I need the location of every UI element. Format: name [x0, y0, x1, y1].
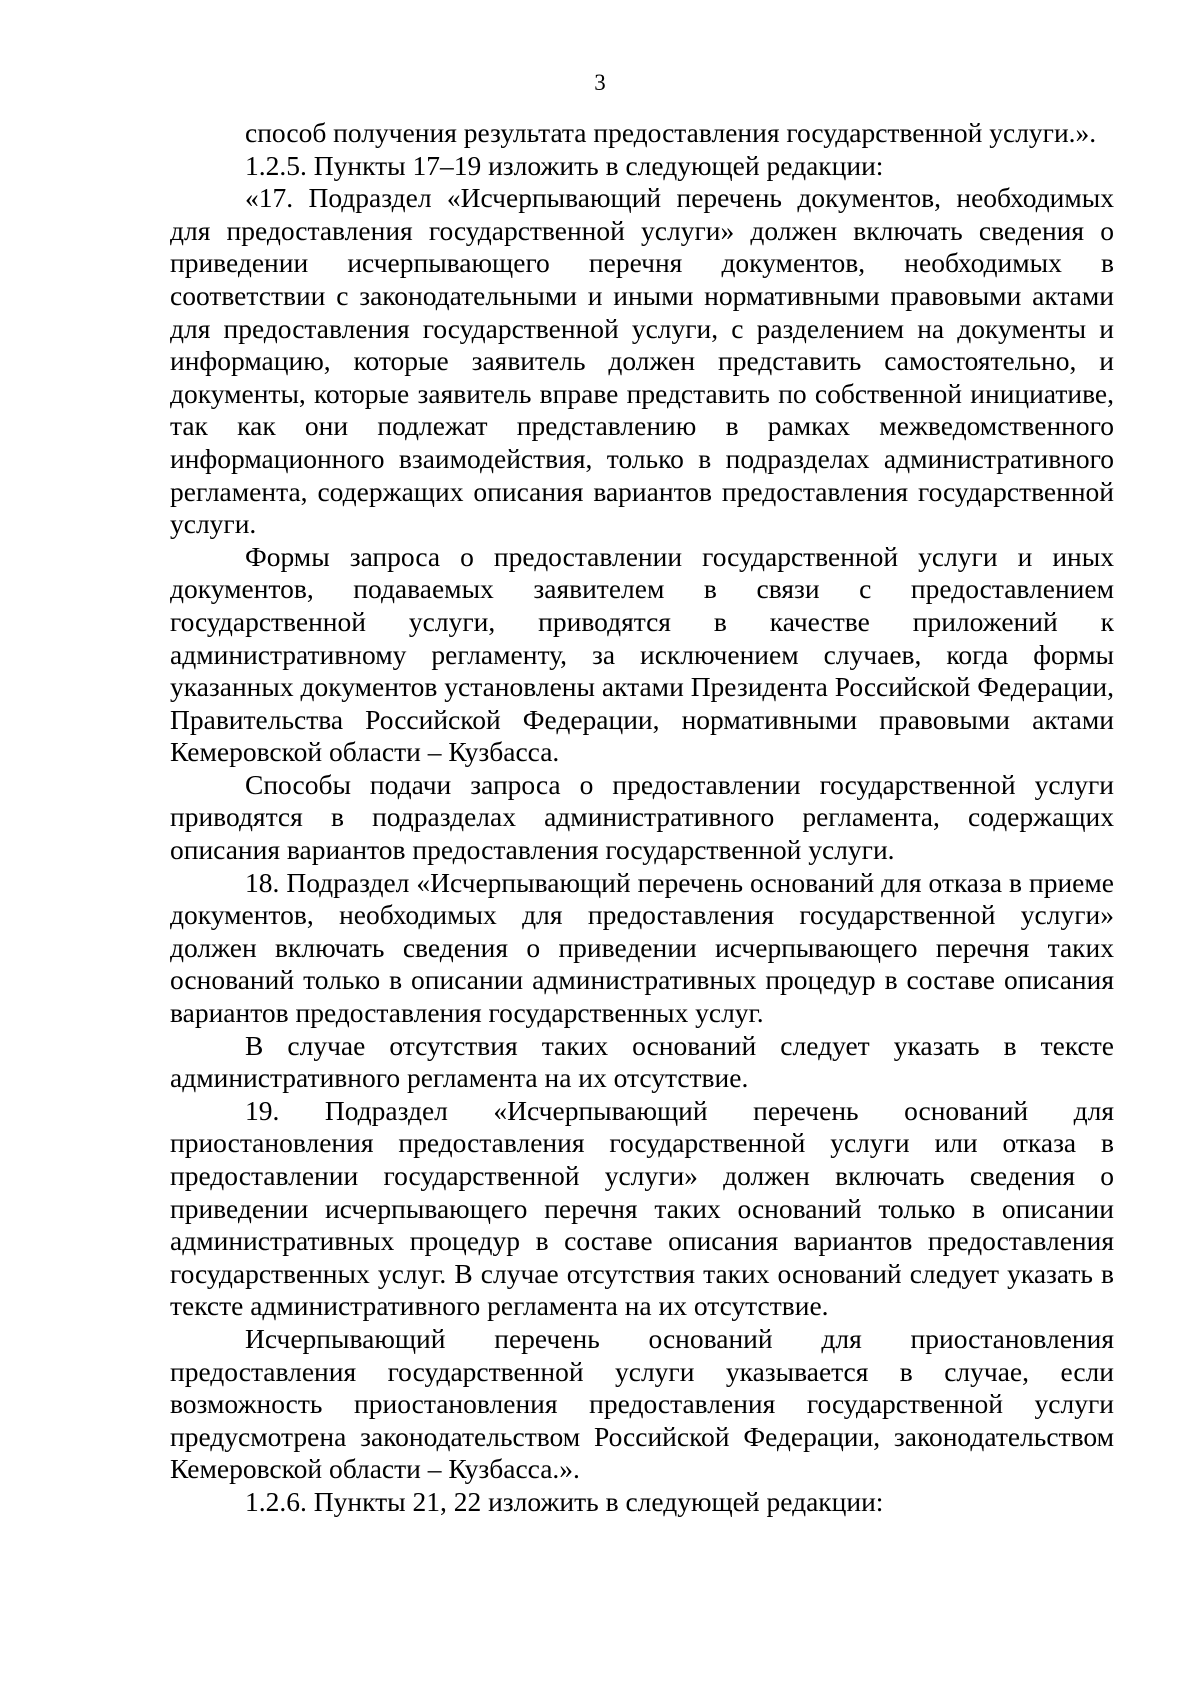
document-body — [170, 117, 1114, 1519]
paragraph-service-result-method: способ получения результата предоставления государственной услуги.». — [245, 117, 1097, 148]
paragraph-1-2-6-heading: 1.2.6. Пункты 21, 22 изложить в следующей редакции: — [245, 1485, 884, 1517]
paragraph-suspension-grounds: Исчерпывающий перечень оснований для приостановления предоставления государственной услуги указывается в случае, если возможность приостановления предоставления государственной услуги предусмотрена законодательством Российской Федерации, законодательством Кемеровской области – Кузбасса.». — [170, 1322, 1114, 1485]
paragraph-item-18: 18. Подраздел «Исчерпывающий перечень оснований для отказа в приеме документов, необходимых для предоставления государственной услуги» должен включать сведения о приведении исчерпывающего перечня таких оснований только в описании административных процедур в составе описания вариантов предоставления государственных услуг. — [170, 866, 1114, 1029]
paragraph-item-19: 19. Подраздел «Исчерпывающий перечень оснований для приостановления предоставления государственной услуги или отказа в предоставлении государственной услуги» должен включать сведения о приведении исчерпывающего перечня таких оснований только в описании административных процедур в составе описания вариантов предоставления государственных услуг. В случае отсутствия таких оснований следует указать в тексте административного регламента на их отсутствие. — [170, 1094, 1114, 1322]
paragraph-no-grounds-note: В случае отсутствия таких оснований следует указать в тексте административного регламента на их отсутствие. — [170, 1029, 1114, 1094]
paragraph-request-forms: Формы запроса о предоставлении государственной услуги и иных документов, подаваемых заявителем в связи с предоставлением государственной услуги, приводятся в качестве приложений к административному регламенту, за исключением случаев, когда формы указанных документов установлены актами Президента Российской Федерации, Правительства Российской Федерации, нормативными правовыми актами Кемеровской области – Кузбасса. — [170, 540, 1114, 768]
paragraph-1-2-5-heading: 1.2.5. Пункты 17–19 изложить в следующей редакции: — [245, 149, 884, 181]
paragraph-item-17: «17. Подраздел «Исчерпывающий перечень документов, необходимых для предоставления государственной услуги» должен включать сведения о приведении исчерпывающего перечня документов, необходимых в соответствии с законодательными и иными нормативными правовыми актами для предоставления государственной услуги, с разделением на документы и информацию, которые заявитель должен представить самостоятельно, и документы, которые заявитель вправе представить по собственной инициативе, так как они подлежат представлению в рамках межведомственного информационного взаимодействия, только в подразделах административного регламента, содержащих описания вариантов предоставления государственной услуги. — [170, 182, 1114, 540]
paragraph-request-methods: Способы подачи запроса о предоставлении государственной услуги приводятся в подразделах административного регламента, содержащих описания вариантов предоставления государственной услуги. — [170, 768, 1114, 866]
page-number: 3 — [594, 70, 606, 95]
